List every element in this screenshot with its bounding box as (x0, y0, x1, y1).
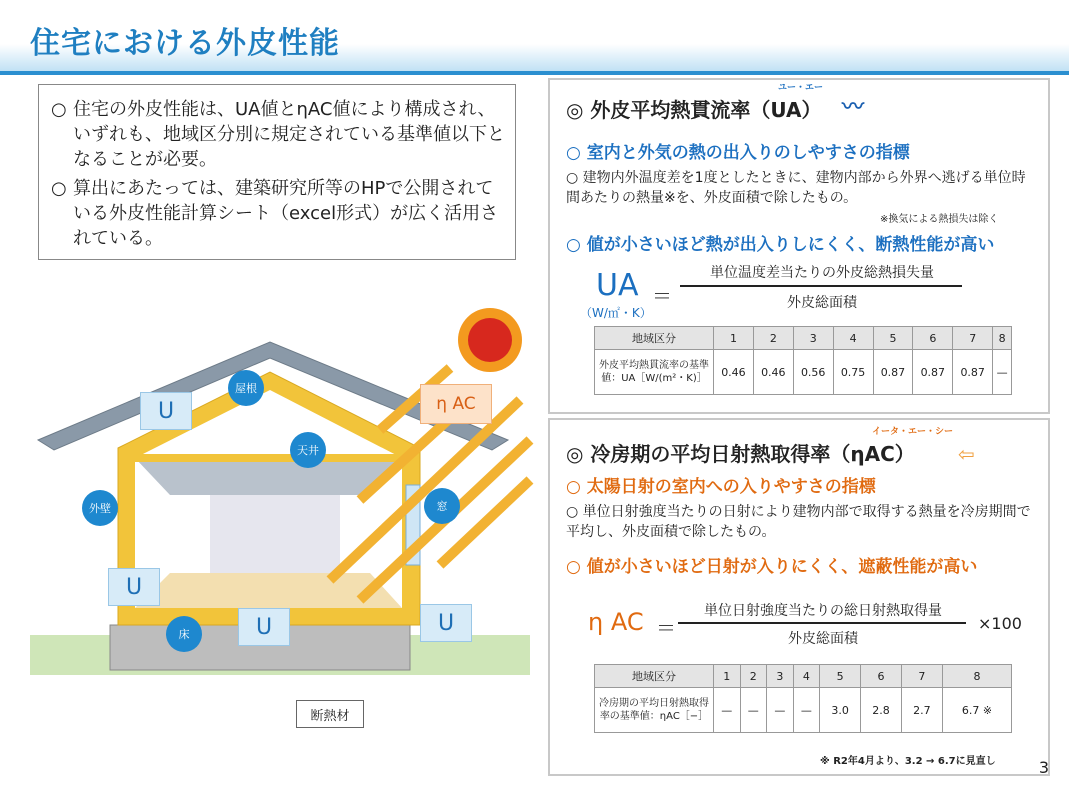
u-wall-right: U (420, 604, 472, 642)
ua-region: 1 (714, 327, 754, 350)
ua-point-2: ○ 建物内外温度差を1度としたときに、建物内部から外界へ逃げる単位時間あたりの熱量※を、外皮面積で除したもの。 (566, 170, 1026, 206)
floor-label: 床 (166, 616, 202, 652)
eta-region: 3 (767, 665, 794, 688)
intro-bullet-1 (51, 97, 505, 172)
ua-value: — (993, 350, 1012, 395)
ua-region: 8 (993, 327, 1012, 350)
eta-region: 1 (714, 665, 741, 688)
eta-formula-multiplier: ×100 (978, 614, 1022, 633)
intro-bullet-2 (51, 176, 505, 251)
eta-region: 8 (942, 665, 1011, 688)
eta-fraction-bar (678, 622, 966, 624)
ua-region: 6 (913, 327, 953, 350)
ua-table-header: 地域区分 (595, 327, 714, 350)
ua-region: 5 (873, 327, 913, 350)
ua-point-3: ○ 値が小さいほど熱が出入りしにくく、断熱性能が高い (566, 235, 995, 255)
ua-formula-equals: ＝ (652, 284, 672, 308)
ua-ruby: ユー・エー (778, 83, 824, 93)
eta-region: 5 (820, 665, 861, 688)
eta-value: 6.7 ※ (942, 688, 1011, 733)
eta-heading: ◎ 冷房期の平均日射熱取得率（ηAC） (566, 442, 915, 466)
eta-value: 2.7 (901, 688, 942, 733)
sun-core (468, 318, 512, 362)
intro-text-2: 算出にあたっては、建築研究所等のHPで公開されている外皮性能計算シート（excel形式）が広く活用されている。 (73, 178, 499, 249)
eta-region: 6 (861, 665, 902, 688)
eta-region: 2 (740, 665, 767, 688)
floor (135, 573, 402, 608)
ua-formula-unit: （W/㎡・K） (580, 306, 652, 320)
page-number: 3 (1038, 758, 1049, 777)
eta-formula-denominator: 外皮総面積 (788, 631, 858, 647)
intro-box (38, 84, 516, 260)
ceiling-label: 天井 (290, 432, 326, 468)
u-roof: U (140, 392, 192, 430)
eta-table (594, 664, 1012, 733)
eta-table-row-label: 冷房期の平均日射熱取得率の基準値：ηAC［−］ (595, 688, 714, 733)
eta-value: — (714, 688, 741, 733)
ua-table-value-row (595, 350, 1012, 395)
eta-house-box: η AC (420, 384, 492, 424)
eta-region: 4 (793, 665, 820, 688)
ua-value: 0.56 (793, 350, 833, 395)
ua-note: ※換気による熱損失は除く (880, 214, 999, 225)
ua-value: 0.87 (873, 350, 913, 395)
eta-formula-numerator: 単位日射強度当たりの総日射熱取得量 (704, 603, 942, 619)
u-floor: U (238, 608, 290, 646)
ua-fraction-bar (680, 285, 962, 287)
wall-label: 外壁 (82, 490, 118, 526)
eta-value: — (767, 688, 794, 733)
ua-value: 0.75 (833, 350, 873, 395)
eta-point-1: ○ 太陽日射の室内への入りやすさの指標 (566, 477, 876, 497)
roof-label: 屋根 (228, 370, 264, 406)
ua-value: 0.87 (953, 350, 993, 395)
eta-value: — (740, 688, 767, 733)
eta-footnote: ※ R2年4月より、3.2 → 6.7に見直し (820, 756, 996, 767)
title-underline (0, 71, 1069, 75)
eta-value: — (793, 688, 820, 733)
ua-point-1: ○ 室内と外気の熱の出入りのしやすさの指標 (566, 143, 910, 163)
ceiling-insulation (135, 454, 402, 462)
bullet-marker: ○ (51, 178, 67, 199)
ua-formula-denominator: 外皮総面積 (787, 295, 857, 311)
ua-value: 0.46 (714, 350, 754, 395)
bullet-marker: ○ (51, 99, 67, 120)
ua-heading: ◎ 外皮平均熱貫流率（UA） (566, 98, 822, 122)
eta-table-header: 地域区分 (595, 665, 714, 688)
eta-ruby: イータ・エー・シー (872, 427, 954, 437)
ua-formula-symbol: UA (596, 268, 639, 303)
eta-table-value-row (595, 688, 1012, 733)
eta-region: 7 (901, 665, 942, 688)
eta-formula-symbol: η AC (588, 608, 644, 636)
eta-point-2: ○ 単位日射強度当たりの日射により建物内部で取得する熱量を冷房期間で平均し、外皮面積で除したもの。 (566, 504, 1031, 540)
eta-arrow-icon: ⇦ (958, 442, 975, 466)
intro-text-1: 住宅の外皮性能は、UA値とηAC値により構成され、いずれも、地域区分別に規定されている基準値以下となることが必要。 (73, 99, 505, 170)
ua-value: 0.46 (753, 350, 793, 395)
ua-region: 2 (753, 327, 793, 350)
ua-formula-numerator: 単位温度差当たりの外皮総熱損失量 (710, 265, 934, 281)
window-label: 窓 (424, 488, 460, 524)
ua-table (594, 326, 1012, 395)
eta-table-header-row (595, 665, 1012, 688)
eta-point-3: ○ 値が小さいほど日射が入りにくく、遮蔽性能が高い (566, 557, 978, 577)
ua-wave-icon: 〰 (842, 95, 865, 120)
ceiling (135, 458, 402, 495)
ua-region: 4 (833, 327, 873, 350)
eta-value: 2.8 (861, 688, 902, 733)
eta-formula-equals: ＝ (656, 616, 676, 640)
ua-region: 7 (953, 327, 993, 350)
u-wall: U (108, 568, 160, 606)
page-title: 住宅における外皮性能 (30, 26, 340, 61)
insulation-label: 断熱材 (296, 700, 364, 728)
ua-table-header-row (595, 327, 1012, 350)
back-wall (210, 495, 340, 573)
ua-value: 0.87 (913, 350, 953, 395)
ua-region: 3 (793, 327, 833, 350)
eta-value: 3.0 (820, 688, 861, 733)
ua-table-row-label: 外皮平均熱貫流率の基準値：UA［W/(m²・K)］ (595, 350, 714, 395)
